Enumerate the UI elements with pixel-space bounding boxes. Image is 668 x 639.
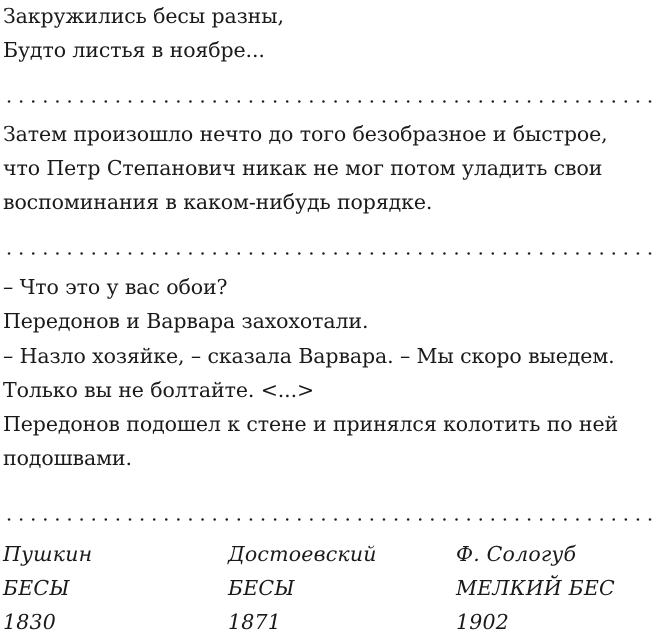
excerpt-sologub-line-2: Передонов и Варвара захохотали. <box>3 309 369 333</box>
source-title-pushkin: БЕСЫ <box>3 576 70 600</box>
excerpt-pushkin-line-2: Будто листья в ноябре... <box>3 38 265 62</box>
excerpt-sologub-line-3: – Назло хозяйке, – сказала Варвара. – Мы скоро выедем. <box>3 344 615 368</box>
source-year-dostoevsky: 1871 <box>228 610 281 634</box>
excerpt-sologub-line-1: – Что это у вас обои? <box>3 275 228 299</box>
source-year-pushkin: 1830 <box>3 610 56 634</box>
dotted-separator <box>3 518 653 521</box>
excerpt-dostoevsky-line-2: что Петр Степанович никак не мог потом уладить свои <box>3 156 603 180</box>
excerpt-dostoevsky-line-3: воспоминания в каком-нибудь порядке. <box>3 190 433 214</box>
source-year-sologub: 1902 <box>456 610 509 634</box>
excerpt-sologub-line-5: Передонов подошел к стене и принялся колотить по ней <box>3 412 619 436</box>
excerpt-sologub-line-6: подошвами. <box>3 446 132 470</box>
dotted-separator <box>3 100 653 103</box>
source-title-dostoevsky: БЕСЫ <box>228 576 295 600</box>
source-title-sologub: МЕЛКИЙ БЕС <box>456 576 615 600</box>
excerpt-dostoevsky-line-1: Затем произошло нечто до того безобразное и быстрое, <box>3 122 608 146</box>
source-author-sologub: Ф. Сологуб <box>456 542 577 566</box>
excerpt-sologub-line-4: Только вы не болтайте. <...> <box>3 378 315 402</box>
excerpt-pushkin-line-1: Закружились бесы разны, <box>3 4 284 28</box>
source-author-dostoevsky: Достоевский <box>228 542 377 566</box>
dotted-separator <box>3 252 653 255</box>
source-author-pushkin: Пушкин <box>3 542 93 566</box>
